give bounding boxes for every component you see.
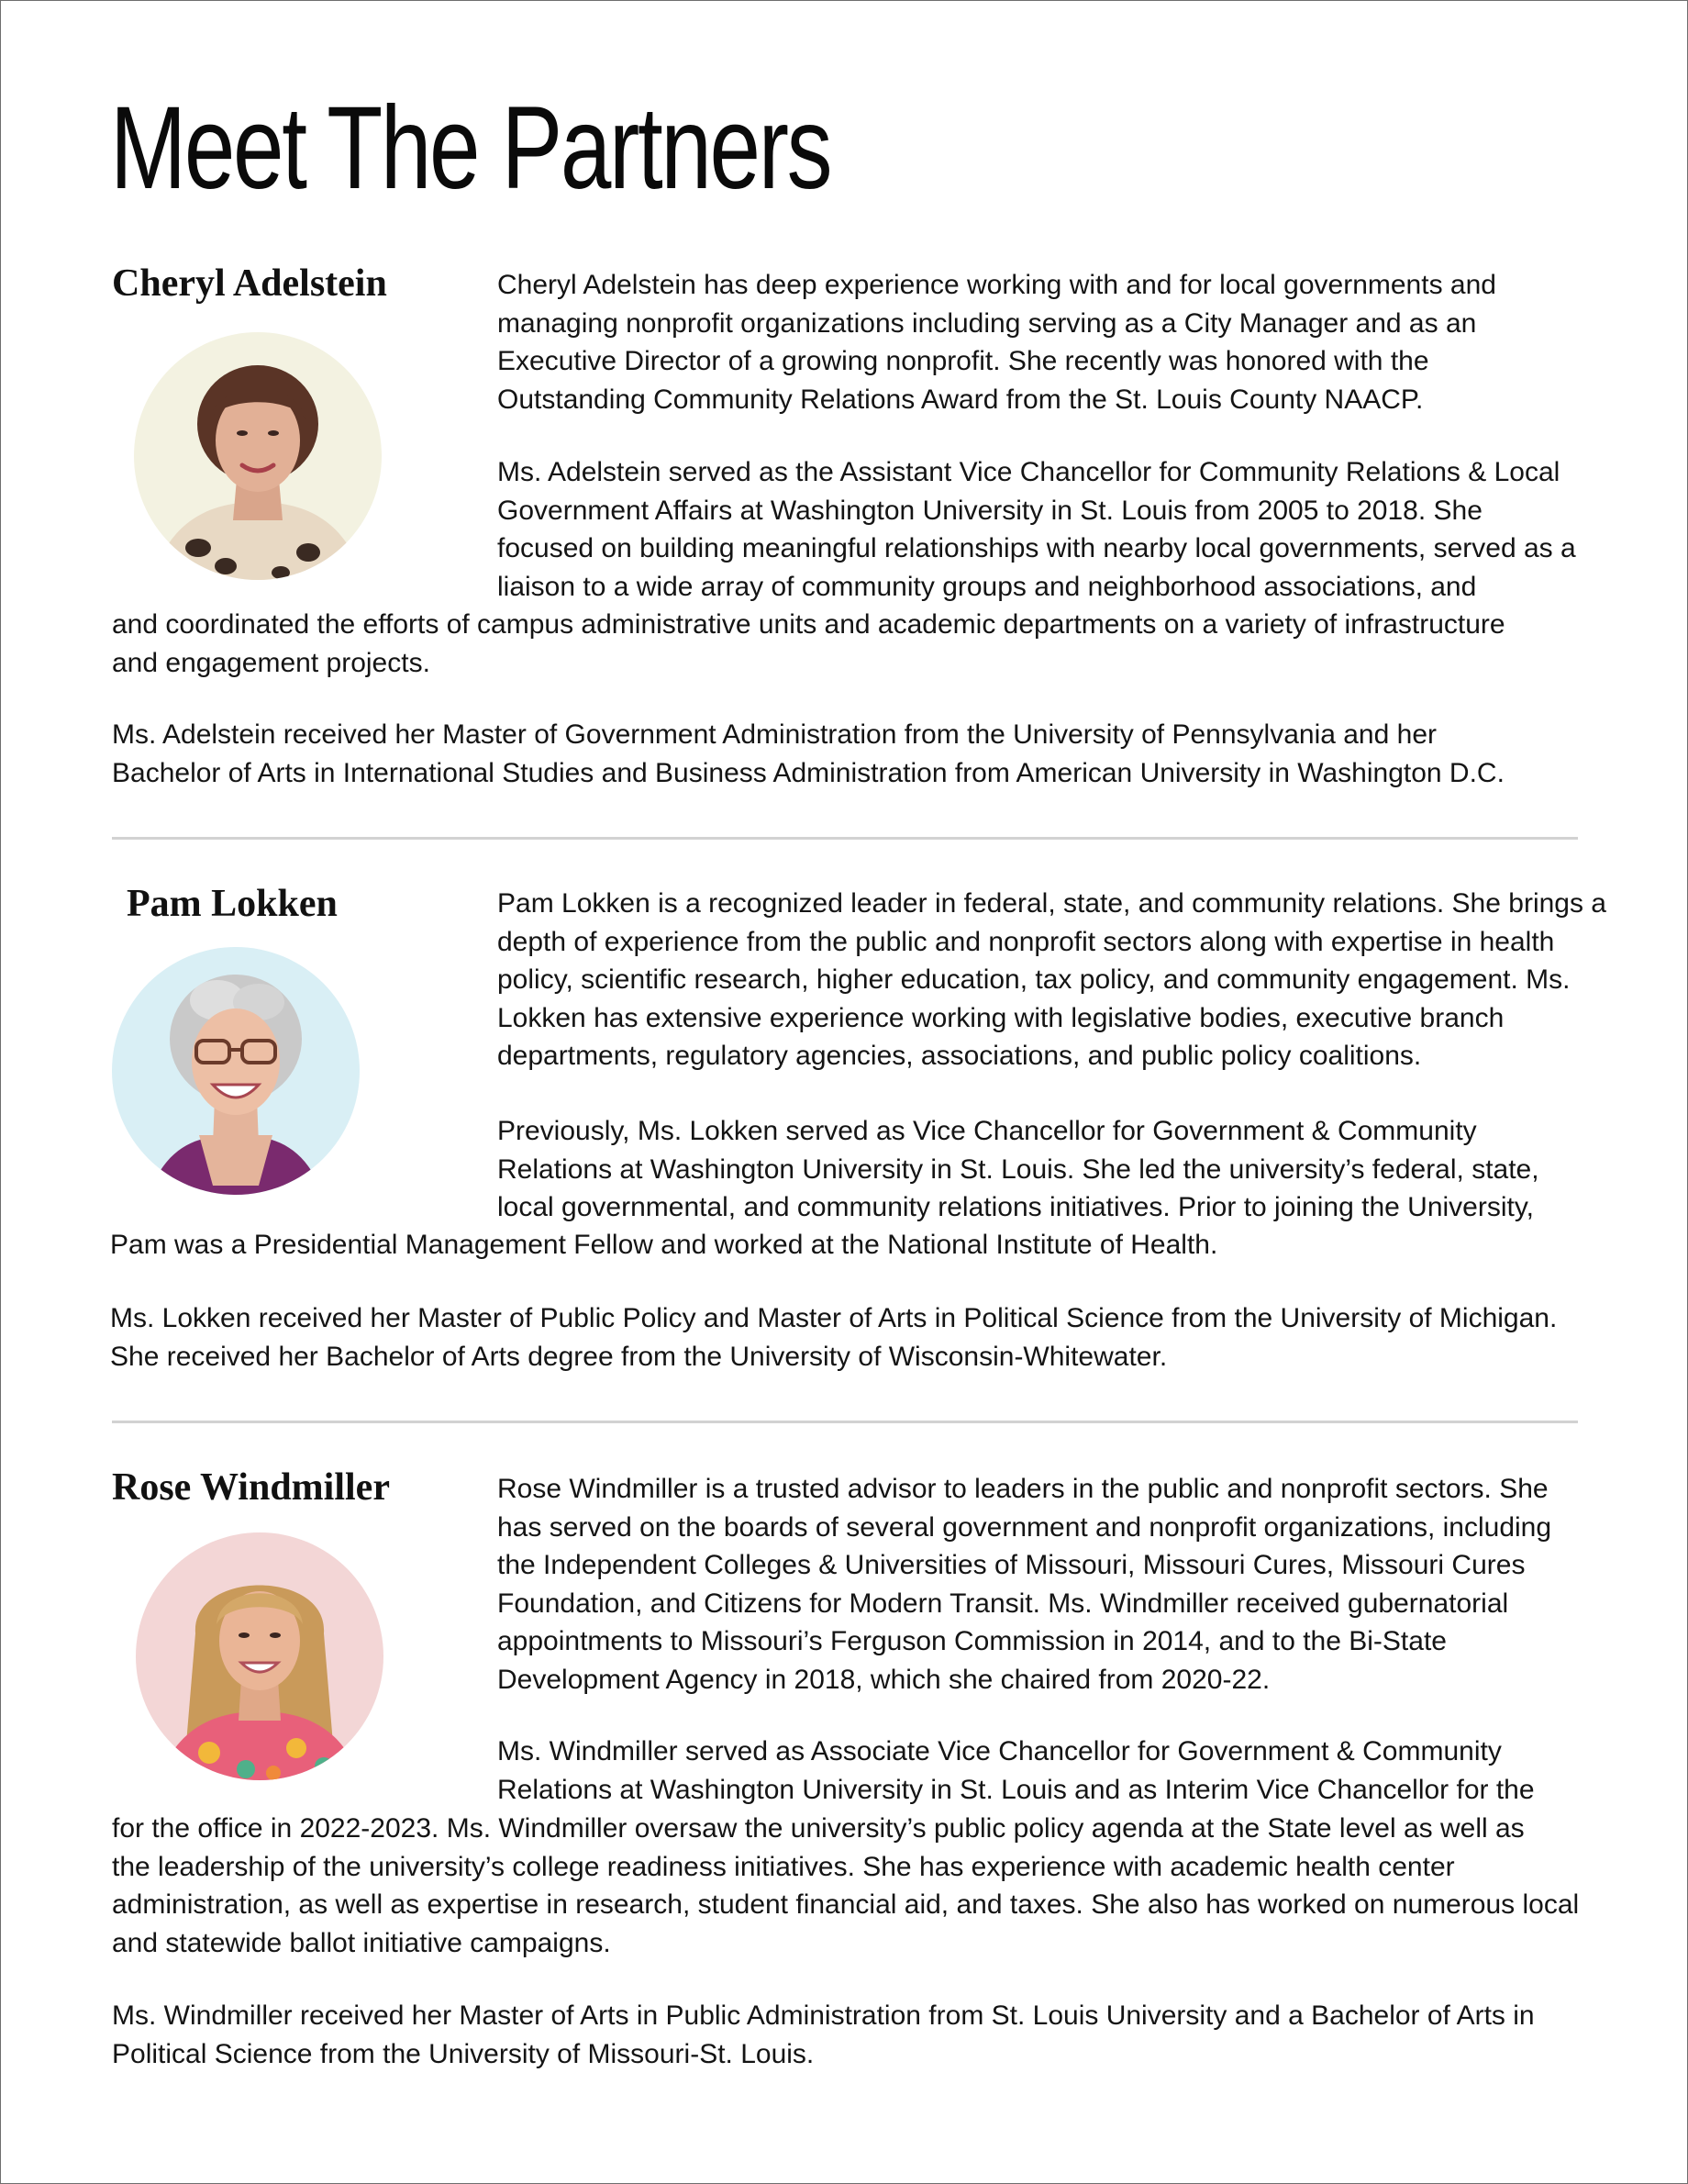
- partner-intro: Cheryl Adelstein has deep experience working with and for local governments and managing nonprofit organizations including serving as a City Manager and as an Executive Director of a growing nonprofit. She recently was honored with the Outstanding Community Relations Award from the St. Louis County NAACP.: [497, 270, 1496, 415]
- partner-photo: [134, 332, 382, 580]
- partner-career-continued: Pam was a Presidential Management Fellow and worked at the National Institute of Health.: [110, 1230, 1218, 1260]
- partner-career-continued: and coordinated the efforts of campus administrative units and academic departments on a variety of infrastructure and engagement projects.: [112, 609, 1505, 678]
- partner-education: Ms. Lokken received her Master of Public Policy and Master of Arts in Political Science from the University of Michigan. She received her Bachelor of Arts degree from the University of Wisconsin-Whitewater.: [110, 1303, 1558, 1372]
- partner-photo: [136, 1532, 383, 1780]
- section-divider: [112, 837, 1578, 840]
- partner-career: Ms. Adelstein served as the Assistant Vice Chancellor for Community Relations & Local Government Affairs at Washington University in St. Louis from 2005 to 2018. She focused on building meaningful relationships with nearby local governments, served as a liaison to a wide array of community groups and neighborhood associations, and: [497, 457, 1576, 602]
- partner-career: Ms. Windmiller served as Associate Vice Chancellor for Government & Community Relations at Washington University in St. Louis and as Interim Vice Chancellor for the: [497, 1736, 1535, 1805]
- partner-intro: Rose Windmiller is a trusted advisor to leaders in the public and nonprofit sectors. She has served on the boards of several government and nonprofit organizations, including the Independent Colleges & Universities of Missouri, Missouri Cures, Missouri Cures Foundation, and Citizens for Modern Transit. Ms. Windmiller received gubernatorial appointments to Missouri’s Ferguson Commission in 2014, and to the Bi-State Development Agency in 2018, which she chaired from 2020-22.: [497, 1474, 1552, 1695]
- partner-photo: [112, 947, 360, 1195]
- partner-name: Rose Windmiller: [112, 1466, 390, 1509]
- partner-name: Pam Lokken: [127, 883, 338, 925]
- partner-career-continued: for the office in 2022-2023. Ms. Windmiller oversaw the university’s public policy agenda at the State level as well as the leadership of the university’s college readiness initiatives. She has experience with academic health center administration, as well as expertise in research, student financial aid, and taxes. She also has worked on numerous local and statewide ballot initiative campaigns.: [112, 1813, 1580, 1958]
- section-divider: [112, 1421, 1578, 1423]
- partner-education: Ms. Adelstein received her Master of Government Administration from the University of Pennsylvania and her Bachelor of Arts in International Studies and Business Administration from American University in Washington D.C.: [112, 719, 1505, 788]
- partner-intro: Pam Lokken is a recognized leader in federal, state, and community relations. She brings a depth of experience from the public and nonprofit sectors along with expertise in health policy, scientific research, higher education, tax policy, and community engagement. Ms. Lokken has extensive experience working with legislative bodies, executive branch departments, regulatory agencies, associations, and public policy coalitions.: [497, 888, 1606, 1071]
- partner-name: Cheryl Adelstein: [112, 262, 387, 305]
- partner-career: Previously, Ms. Lokken served as Vice Chancellor for Government & Community Relations at Washington University in St. Louis. She led the university’s federal, state, local governmental, and community relations initiatives. Prior to joining the University,: [497, 1116, 1539, 1222]
- partner-education: Ms. Windmiller received her Master of Arts in Public Administration from St. Louis University and a Bachelor of Arts in Political Science from the University of Missouri-St. Louis.: [112, 2000, 1535, 2069]
- page-title: Meet The Partners: [110, 83, 831, 214]
